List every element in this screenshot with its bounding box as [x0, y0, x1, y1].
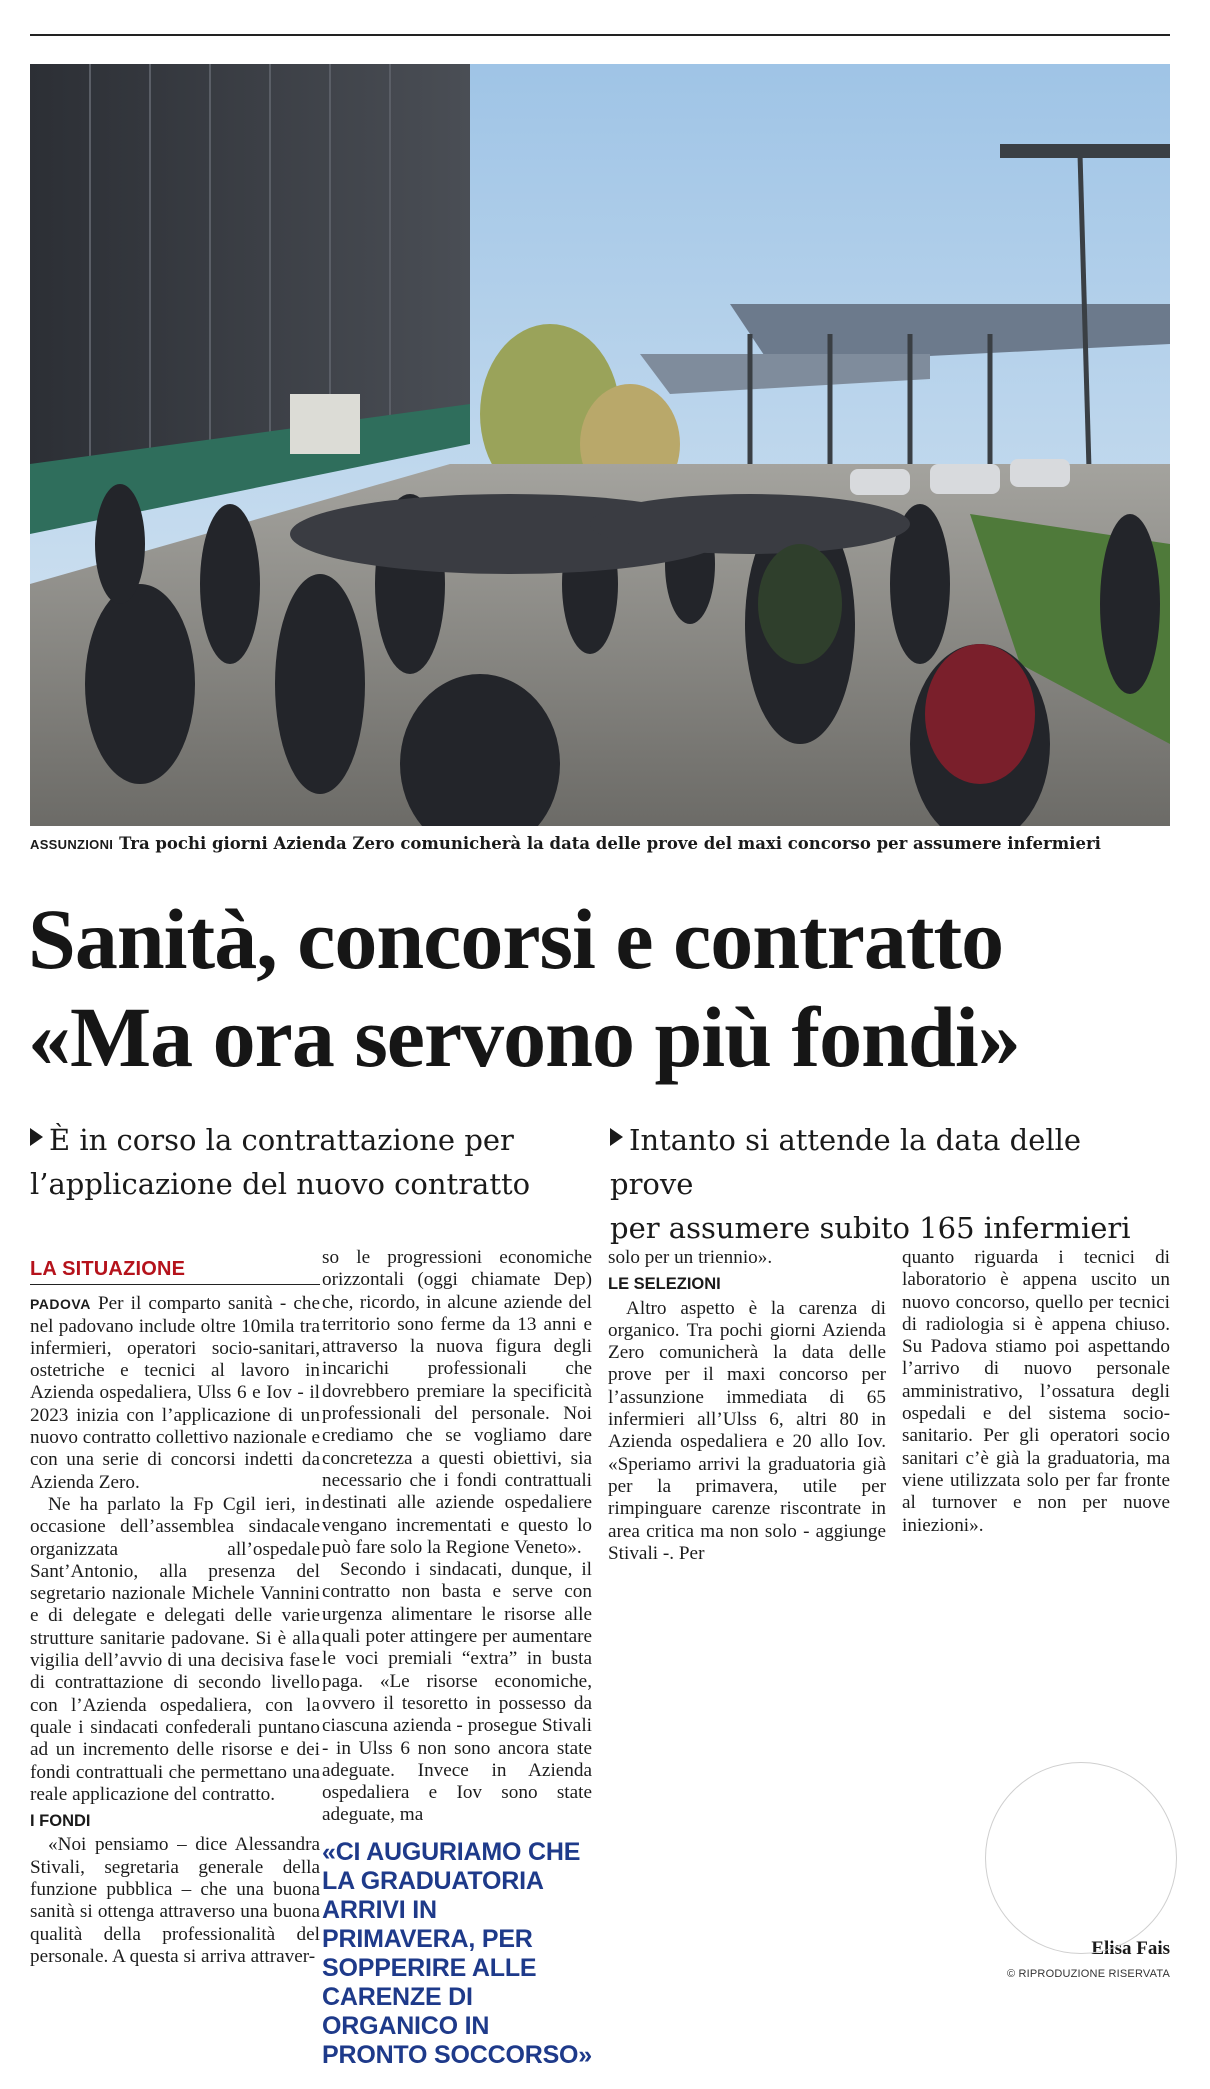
article-column-3	[608, 1247, 886, 1565]
article-column-2	[322, 1247, 592, 1827]
paragraph: quanto riguarda i tecnici di laboratorio è appena uscito un nuovo concorso, quello per tecnici di radiologia si è appena chiuso. Su Padova stiamo poi aspettando l’arrivo di nuovo personale amministrativo, l’ossatura degli ospedali e del sistema socio-sanitario. Per gli operatori socio sanitari c’è già la graduatoria, ma viene utilizzata solo per far fronte al turnover e non per nuove iniezioni».	[902, 1247, 1170, 1536]
top-rule	[30, 34, 1170, 36]
subheading-selezioni: LE SELEZIONI	[608, 1275, 721, 1294]
byline: Elisa Fais	[1091, 1938, 1170, 1959]
circle-mark	[985, 1762, 1177, 1954]
paragraph: Secondo i sindacati, dunque, il contratto non basta e serve con urgenza alimentare le risorse alle quali poter attingere per aumentare le voci premiali “extra” in busta paga. «Le risorse economiche, ovvero il tesoretto in possesso da ciascuna azienda - prosegue Stivali - in Ulss 6 non sono ancora state adeguate. Invece in Azienda ospedaliera e Iov sono state adeguate, ma	[322, 1559, 592, 1826]
kicker-left	[30, 1118, 590, 1206]
section-heading: LA SITUAZIONE	[30, 1258, 320, 1285]
paragraph: «Noi pensiamo – dice Alessandra Stivali, segretaria generale della funzione pubblica – che una buona sanità si ottenga attraverso una buona qualità della professionalità del personale. A questa si arriva attraver-	[30, 1834, 320, 1967]
triangle-bullet-icon	[30, 1128, 43, 1146]
headline	[28, 890, 1178, 1086]
kicker-right-line-1: Intanto si attende la data delle prove	[610, 1123, 1082, 1201]
article-column-1	[30, 1258, 320, 1968]
kicker-left-line-1: È in corso la contrattazione per	[49, 1123, 514, 1157]
caption-text: Tra pochi giorni Azienda Zero comunicherà la data delle prove del maxi concorso per assumere infermieri	[119, 834, 1101, 853]
paragraph	[30, 1293, 320, 1494]
subheading-fondi: I FONDI	[30, 1812, 91, 1831]
headline-line-2: «Ma ora servono più fondi»	[28, 989, 1020, 1085]
pull-quote: «CI AUGURIAMO CHE LA GRADUATORIA ARRIVI IN PRIMAVERA, PER SOPPERIRE ALLE CARENZE DI ORGANICO IN PRONTO SOCCORSO»	[322, 1838, 592, 2069]
paragraph: solo per un triennio».	[608, 1247, 773, 1268]
kicker-right-line-2: per assumere subito 165 infermieri	[610, 1211, 1131, 1245]
paragraph: so le progressioni economiche orizzontali (oggi chiamate Dep) che, ricordo, in alcune aziende del territorio sono ferme da 13 anni e attraverso la nuova figura degli incarichi professionali che dovrebbero premiare la specificità professionali del personale. Noi crediamo che se vogliamo dare concretezza a questi obiettivi, sia necessario che i fondi contrattuali destinati alle aziende ospedaliere vengano incrementati e questo lo può fare solo la Regione Veneto».	[322, 1247, 592, 1558]
dateline: PADOVA	[30, 1296, 91, 1313]
paragraph-text: Per il comparto sanità - che nel padovano include oltre 10mila tra infermieri, operatori socio-sanitari, ostetriche e tecnici al lavoro in Azienda ospedaliera, Ulss 6 e Iov - il 2023 inizia con l’applicazione di un nuovo contratto collettivo nazionale e con una serie di concorsi indetti da Azienda Zero.	[30, 1293, 320, 1493]
caption-tag: ASSUNZIONI	[30, 837, 114, 852]
article-column-4	[902, 1247, 1170, 1537]
triangle-bullet-icon	[610, 1128, 623, 1146]
headline-line-1: Sanità, concorsi e contratto	[28, 891, 1004, 987]
photo-caption	[30, 834, 1170, 853]
kicker-right	[610, 1118, 1170, 1250]
paragraph: Ne ha parlato la Fp Cgil ieri, in occasione dell’assemblea sindacale organizzata all’ospedale Sant’Antonio, alla presenza del segretario nazionale Michele Vannini e di delegate e delegati delle varie strutture sanitarie padovane. Si è alla vigilia dell’avvio di una decisiva fase di contrattazione di secondo livello con l’Azienda ospedaliera, con la quale i sindacati confederali puntano ad un incremento delle risorse e dei fondi contrattuali che permettano una reale applicazione del contratto.	[30, 1493, 320, 1805]
article-photo	[30, 64, 1170, 826]
kicker-left-line-2: l’applicazione del nuovo contratto	[30, 1167, 531, 1201]
copyright-notice: © RIPRODUZIONE RISERVATA	[1006, 1968, 1170, 1980]
paragraph: Altro aspetto è la carenza di organico. Tra pochi giorni Azienda Zero comunicherà la data delle prove per il maxi concorso per l’assunzione immediata di 65 infermieri all’Ulss 6, altri 80 in Azienda ospedaliera e 20 allo Iov. «Speriamo arrivi la graduatoria già per la primavera, utile per rimpinguare carenze riscontrate in area critica ma non solo - aggiunge Stivali -. Per	[608, 1297, 886, 1564]
